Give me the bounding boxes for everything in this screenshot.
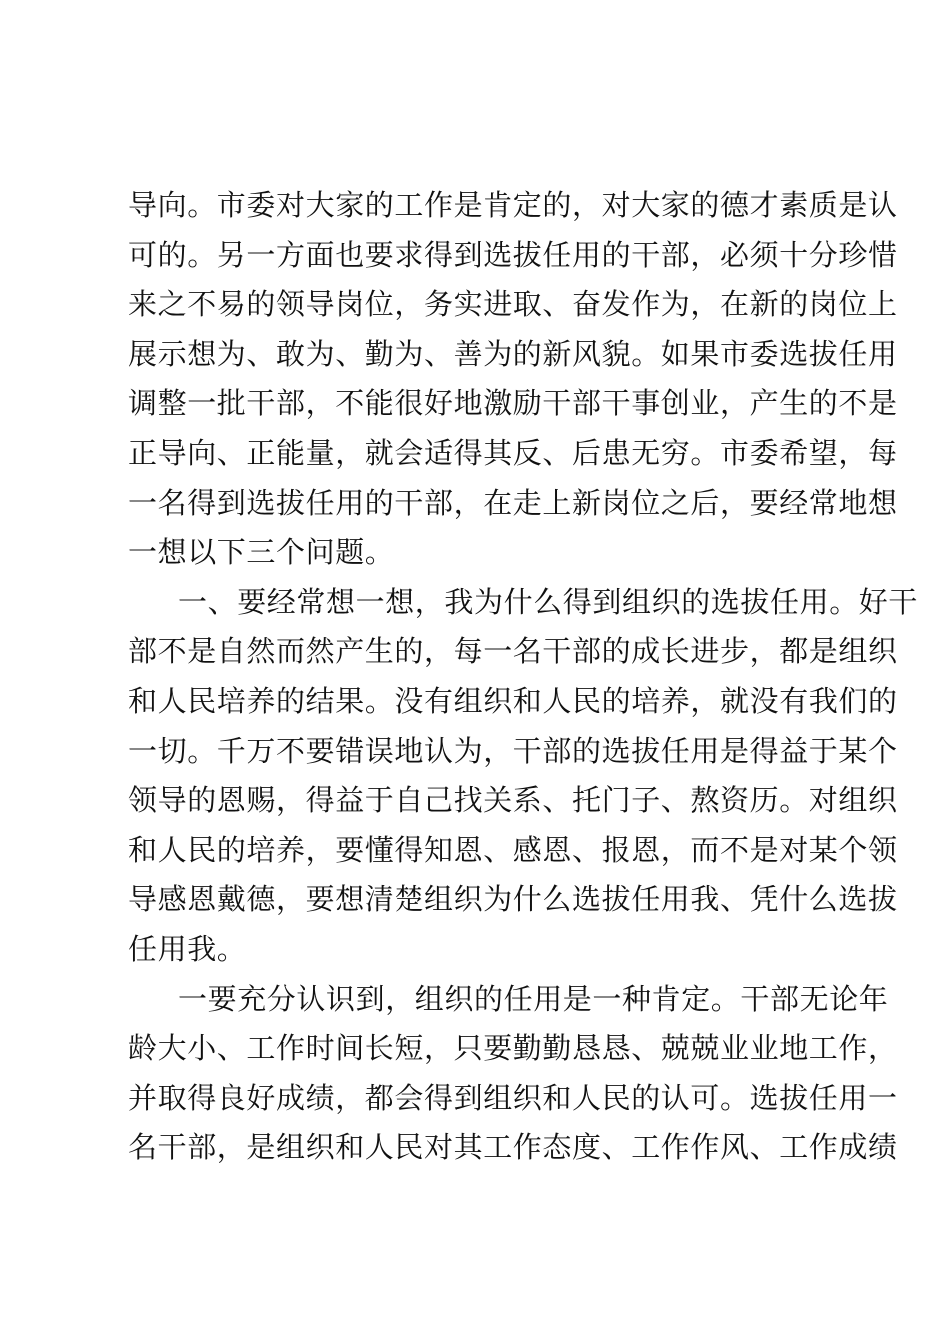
text-line: 导向。市委对大家的工作是肯定的，对大家的德才素质是认 (128, 188, 898, 222)
text-line: 和人民培养的结果。没有组织和人民的培养，就没有我们的 (128, 683, 898, 718)
text-line: 一名得到选拔任用的干部，在走上新岗位之后，要经常地想 (128, 485, 898, 520)
text-line: 展示想为、敢为、勤为、善为的新风貌。如果市委选拔任用 (128, 336, 898, 371)
text-line: 导感恩戴德，要想清楚组织为什么选拔任用我、凭什么选拔 (128, 882, 898, 917)
text-line: 一想以下三个问题。 (128, 535, 395, 570)
text-line: 名干部，是组织和人民对其工作态度、工作作风、工作成绩 (128, 1130, 898, 1165)
text-line: 并取得良好成绩，都会得到组织和人民的认可。选拔任用一 (128, 1080, 898, 1115)
text-line: 来之不易的领导岗位，务实进取、奋发作为，在新的岗位上 (128, 287, 898, 322)
text-line: 可的。另一方面也要求得到选拔任用的干部，必须十分珍惜 (128, 237, 898, 272)
section-heading-line: 一、要经常想一想，我为什么得到组织的选拔任用。好干 (178, 584, 919, 619)
text-line: 一切。千万不要错误地认为，干部的选拔任用是得益于某个 (128, 733, 898, 768)
paragraph-start-line: 一要充分认识到，组织的任用是一种肯定。干部无论年 (178, 981, 889, 1016)
text-line: 龄大小、工作时间长短，只要勤勤恳恳、兢兢业业地工作， (128, 1031, 898, 1066)
text-line: 部不是自然而然产生的，每一名干部的成长进步，都是组织 (128, 634, 898, 669)
text-line: 正导向、正能量，就会适得其反、后患无穷。市委希望，每 (128, 435, 898, 470)
text-line: 和人民的培养，要懂得知恩、感恩、报恩，而不是对某个领 (128, 832, 898, 867)
text-line: 调整一批干部，不能很好地激励干部干事创业，产生的不是 (128, 386, 898, 421)
text-line: 领导的恩赐，得益于自己找关系、托门子、熬资历。对组织 (128, 783, 898, 818)
document-body (128, 181, 919, 1173)
text-line: 任用我。 (128, 931, 247, 966)
